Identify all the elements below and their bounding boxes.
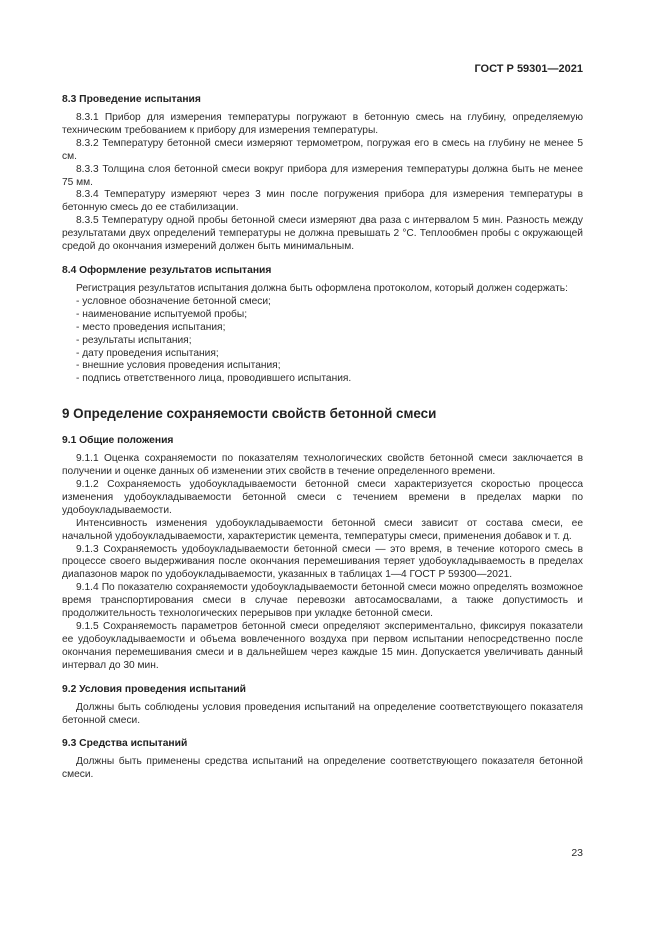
paragraph: Интенсивность изменения удобоукладываемости бетонной смеси зависит от состава смеси, ее начальной удобоукладываемости, характеристик цемента, температуры смеси, применения добавок и т. д. (62, 517, 583, 542)
paragraph: 8.3.5 Температуру одной пробы бетонной смеси измеряют два раза с интервалом 5 мин. Разность между результатами двух определений температуры не должна превышать 2 °С. Теплообмен пробы с окружающей средой до окончания измерений должен быть минимальным. (62, 215, 583, 253)
section-heading-9-3: 9.3 Средства испытаний (62, 738, 188, 750)
paragraph: 8.3.2 Температуру бетонной смеси измеряют термометром, погружая его в смесь на глубину не менее 5 см. (62, 137, 583, 162)
paragraph: 9.1.1 Оценка сохраняемости по показателям технологических свойств бетонной смеси заключается в получении и оценке данных об изменении этих свойств в течение определенного времени. (62, 453, 583, 478)
document-header: ГОСТ Р 59301—2021 (474, 63, 583, 75)
paragraph: 8.3.3 Толщина слоя бетонной смеси вокруг прибора для измерения температуры должна быть не менее 75 мм. (62, 163, 583, 188)
list-item: - наименование испытуемой пробы; (76, 308, 248, 320)
list-item: - результаты испытания; (76, 334, 192, 346)
paragraph: 8.3.1 Прибор для измерения температуры погружают в бетонную смесь на глубину, определяемую техническим требованием к прибору для измерения температуры. (62, 112, 583, 136)
list-item: - место проведения испытания; (76, 321, 226, 333)
page-number: 23 (571, 847, 583, 859)
list-item: - внешние условия проведения испытания; (76, 360, 281, 372)
section-heading-8-3: 8.3 Проведение испытания (62, 94, 201, 105)
page-content (62, 94, 583, 782)
paragraph: Должны быть применены средства испытаний на определение соответствующего показателя бетонной смеси. (62, 756, 583, 781)
list-item: - дату проведения испытания; (76, 347, 219, 359)
section-heading-9-2: 9.2 Условия проведения испытаний (62, 683, 247, 695)
paragraph: 9.1.3 Сохраняемость удобоукладываемости бетонной смеси — это время, в течение которого смесь в процессе своего выдерживания после окончания перемешивания теряет удобоукладываемость в пределах диапазонов марок по удобоукладываемости, указанных в таблицах 1—4 ГОСТ Р 59300—2021. (62, 543, 583, 581)
paragraph: Должны быть соблюдены условия проведения испытаний на определение соответствующего показателя бетонной смеси. (62, 701, 583, 726)
section-heading-9: 9 Определение сохраняемости свойств бетонной смеси (62, 406, 437, 422)
paragraph: Регистрация результатов испытания должна быть оформлена протоколом, который должен содержать: (76, 282, 568, 294)
list-item: - условное обозначение бетонной смеси; (76, 295, 271, 307)
paragraph: 9.1.4 По показателю сохраняемости удобоукладываемости бетонной смеси можно определять возможное время транспортирования смеси в случае перевозки автосамосвалами, а также допустимость и продолжительность технологических перерывов при укладке бетонной смеси. (62, 582, 583, 620)
section-heading-9-1: 9.1 Общие положения (62, 435, 174, 447)
list-item: - подпись ответственного лица, проводившего испытания. (76, 373, 352, 385)
paragraph: 8.3.4 Температуру измеряют через 3 мин после погружения прибора для измерения температуры в бетонную смесь до ее стабилизации. (62, 189, 583, 214)
paragraph: 9.1.2 Сохраняемость удобоукладываемости бетонной смеси характеризуется скоростью процесса изменения удобоукладываемости бетонной смеси с течением времени в пределах марки по удобоукладываемости. (62, 479, 583, 516)
paragraph: 9.1.5 Сохраняемость параметров бетонной смеси определяют экспериментально, фиксируя показатели ее удобоукладываемости и объема вовлеченного воздуха при первом испытании непосредственно после окончания перемешивания смеси и в дальнейшем через каждые 15 мин. Допускается увеличивать данный интервал до 30 мин. (62, 621, 583, 671)
section-heading-8-4: 8.4 Оформление результатов испытания (62, 264, 272, 276)
